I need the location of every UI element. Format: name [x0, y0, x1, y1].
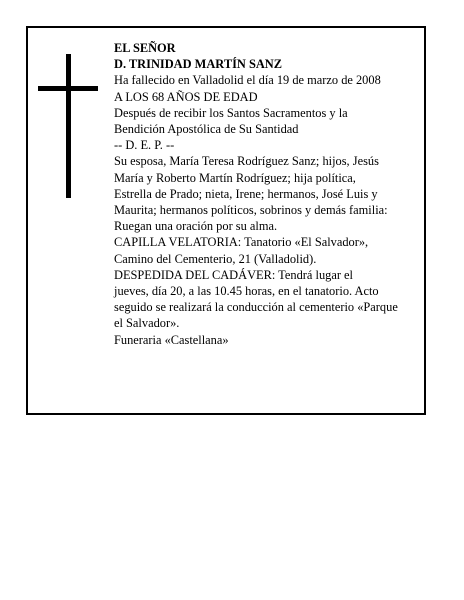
cross-icon [38, 54, 98, 198]
obituary-title-line-1: EL SEÑOR [114, 41, 176, 55]
farewell-line-4: el Salvador». [114, 316, 180, 331]
sacraments-line-2: Bendición Apostólica de Su Santidad [114, 122, 299, 137]
cross-vertical-bar [66, 54, 71, 198]
funeral-home: Funeraria «Castellana» [114, 332, 229, 347]
cross-horizontal-bar [38, 86, 98, 91]
family-line-2: María y Roberto Martín Rodríguez; hija política, [114, 170, 356, 185]
rip-line: -- D. E. P. -- [114, 138, 175, 153]
sacraments-line-1: Después de recibir los Santos Sacramentos y la [114, 105, 348, 120]
farewell-line-1: DESPEDIDA DEL CADÁVER: Tendrá lugar el [114, 267, 353, 282]
obituary-title-line-2: D. TRINIDAD MARTÍN SANZ [114, 57, 283, 72]
chapel-line-2: Camino del Cementerio, 21 (Valladolid). [114, 251, 317, 266]
death-announcement: Ha fallecido en Valladolid el día 19 de marzo de 2008 [114, 73, 381, 88]
farewell-line-3: seguido se realizará la conducción al cementerio «Parque [114, 300, 398, 315]
family-line-4: Maurita; hermanos políticos, sobrinos y demás familia: [114, 203, 388, 218]
obituary-text [114, 40, 424, 348]
age-line: A LOS 68 AÑOS DE EDAD [114, 89, 258, 104]
obituary-frame [26, 26, 426, 415]
prayer-request: Ruegan una oración por su alma. [114, 219, 278, 234]
family-line-3: Estrella de Prado; nieta, Irene; hermanos, José Luis y [114, 186, 378, 201]
farewell-line-2: jueves, día 20, a las 10.45 horas, en el tanatorio. Acto [114, 284, 379, 299]
chapel-line-1: CAPILLA VELATORIA: Tanatorio «El Salvador», [114, 235, 369, 250]
family-line-1: Su esposa, María Teresa Rodríguez Sanz; hijos, Jesús [114, 154, 379, 169]
